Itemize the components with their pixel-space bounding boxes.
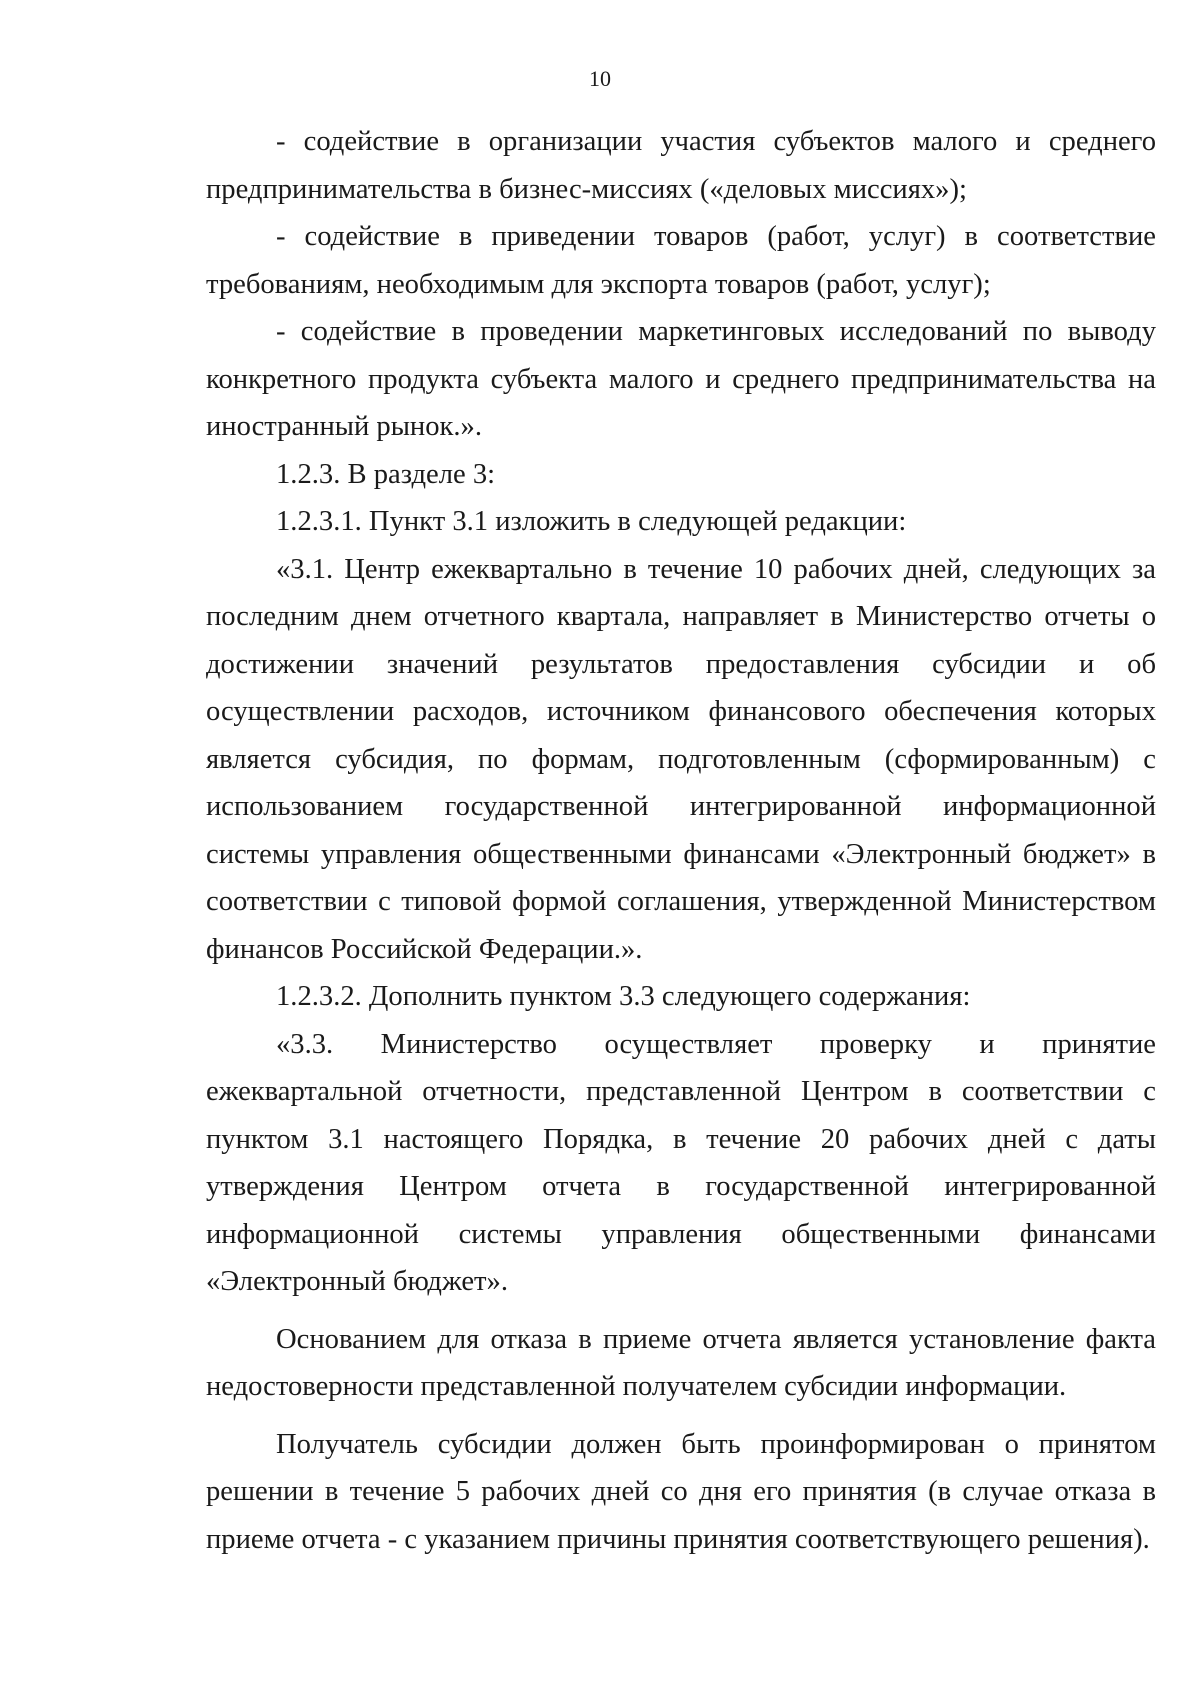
paragraph-business-missions: - содействие в организации участия субъектов малого и среднего предпринимательства в бизнес-миссиях («деловых миссиях»);	[206, 126, 1156, 205]
paragraph-clause-3-3-text: «3.3. Министерство осуществляет проверку и принятие ежеквартальной отчетности, представленной Центром в соответствии с пунктом 3.1 настоящего Порядка, в течение 20 рабочих дней с даты утверждения Центром отчета в государственной интегрированной информационной системы управления общественными финансами «Электронный бюджет».	[206, 1028, 1156, 1297]
paragraph-clause-3-1-instruction: 1.2.3.1. Пункт 3.1 изложить в следующей редакции:	[276, 506, 907, 537]
document-body	[206, 118, 1156, 1563]
paragraph-clause-3-3-instruction: 1.2.3.2. Дополнить пунктом 3.3 следующего содержания:	[276, 981, 971, 1012]
paragraph-marketing-research: - содействие в проведении маркетинговых исследований по выводу конкретного продукта субъекта малого и среднего предпринимательства на иностранный рынок.».	[206, 316, 1156, 442]
paragraph-recipient-notification: Получатель субсидии должен быть проинформирован о принятом решении в течение 5 рабочих дней со дня его принятия (в случае отказа в приеме отчета - с указанием причины принятия соответствующего решения).	[206, 1428, 1156, 1555]
paragraph-refusal-grounds: Основанием для отказа в приеме отчета является установление факта недостоверности представленной получателем субсидии информации.	[206, 1323, 1156, 1402]
paragraph-goods-compliance: - содействие в приведении товаров (работ, услуг) в соответствие требованиям, необходимым для экспорта товаров (работ, услуг);	[206, 221, 1156, 300]
paragraph-section-3-heading: 1.2.3. В разделе 3:	[276, 458, 496, 490]
page-number: 10	[589, 66, 611, 91]
paragraph-clause-3-1-text: «3.1. Центр ежеквартально в течение 10 рабочих дней, следующих за последним днем отчетного квартала, направляет в Министерство отчеты о достижении значений результатов предоставления субсидии и об осуществлении расходов, источником финансового обеспечения которых является субсидия, по формам, подготовленным (сформированным) с использованием государственной интегрированной информационной системы управления общественными финансами «Электронный бюджет» в соответствии с типовой формой соглашения, утвержденной Министерством финансов Российской Федерации.».	[206, 553, 1156, 965]
